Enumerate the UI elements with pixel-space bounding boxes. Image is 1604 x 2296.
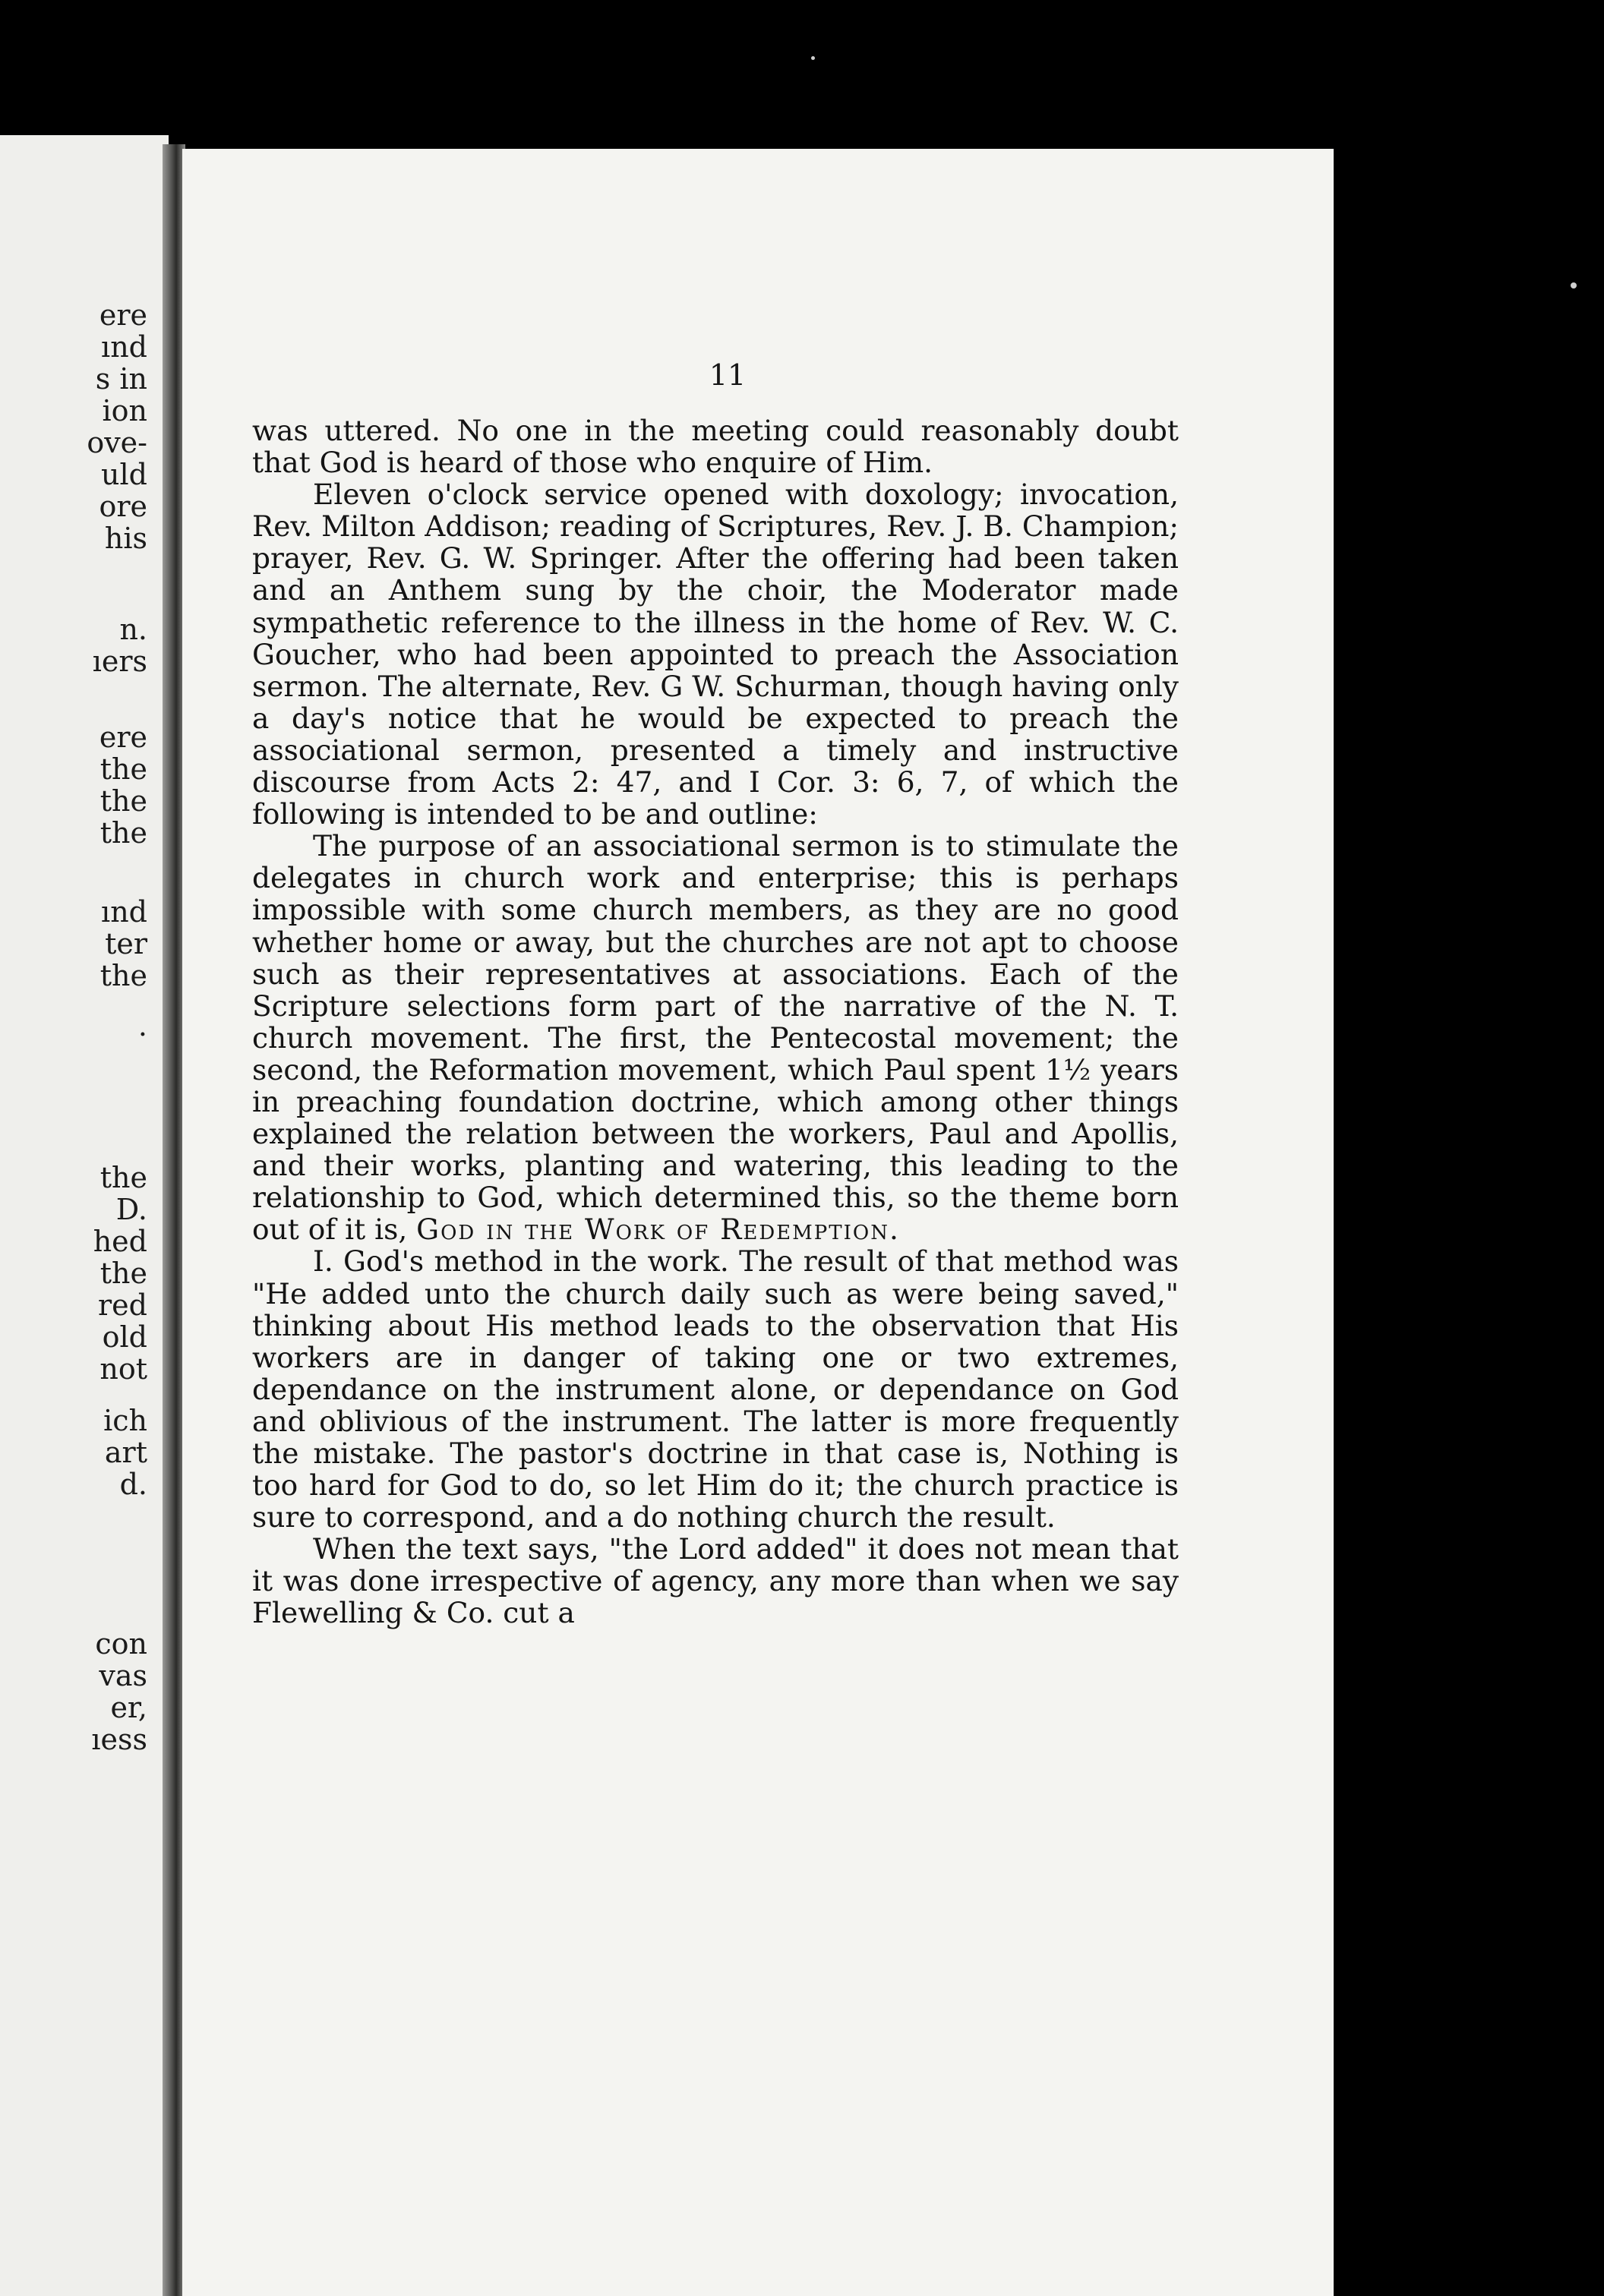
- left-page-fragment: s in: [95, 362, 147, 396]
- paragraph-2: Eleven o'clock service opened with doxology; invocation, Rev. Milton Addison; reading of Scriptures, Rev. J. B. Champion; prayer, Rev. G. W. Springer. After the offering had been taken and an Anthem sung by the choir, the Moderator made sympathetic reference to the illness in the home of Rev. W. C. Goucher, who had been appointed to preach the Association sermon. The alternate, Rev. G W. Schurman, though having only a day's notice that he would be expected to preach the associational sermon, presented a timely and instructive discourse from Acts 2: 47, and I Cor. 3: 6, 7, of which the following is intended to be and outline:: [252, 478, 1179, 831]
- left-page-fragment: the: [99, 1257, 147, 1290]
- left-page-fragment: ich: [103, 1404, 147, 1437]
- paragraph-3: [252, 830, 1179, 1245]
- left-page-fragment: ere: [99, 298, 147, 332]
- left-page-fragment: con: [95, 1627, 147, 1660]
- left-page-fragment: art: [104, 1436, 147, 1469]
- left-page-fragment: not: [99, 1352, 147, 1386]
- scan-speck: [811, 56, 815, 60]
- left-page-fragment: ınd: [101, 330, 147, 364]
- main-page: [182, 149, 1334, 2296]
- left-page-fragment: the: [99, 784, 147, 818]
- left-page-fragment: d.: [119, 1468, 147, 1501]
- paragraph-5: When the text says, "the Lord added" it does not mean that it was done irrespective of agency, any more than when we say Flewelling & Co. cut a: [252, 1532, 1179, 1630]
- scan-speck: [1571, 282, 1577, 289]
- left-page-fragment: old: [102, 1320, 147, 1354]
- left-page-fragment: ere: [99, 721, 147, 754]
- left-facing-page: [0, 135, 169, 2296]
- left-page-fragment: uld: [101, 458, 147, 491]
- left-page-fragment: red: [98, 1288, 147, 1322]
- left-page-fragment: vas: [99, 1659, 147, 1692]
- left-page-fragment: ter: [105, 927, 147, 960]
- sermon-theme: God in the Work of Redemption.: [416, 1213, 900, 1247]
- left-page-fragment: the: [99, 816, 147, 850]
- paragraph-3-text: The purpose of an associational sermon is to stimulate the delegates in church work and enterprise; this is perhaps impossible with some church members, as they are no good whether home or away, but the churches are not apt to choose such as their representatives at associations. Each of the Scripture selections form part of the narrative of the N. T. church movement. The first, the Pentecostal movement; the second, the Reformation movement, which Paul spent 1½ years in preaching foundation doctrine, which among other things explained the relation between the workers, Paul and Apollis, and their works, planting and watering, this leading to the relationship to God, which determined this, so the theme born out of it is,: [252, 829, 1179, 1247]
- left-page-fragment: ıess: [91, 1723, 147, 1756]
- page-number: 11: [709, 358, 747, 392]
- left-page-fragment: ove-: [87, 426, 147, 459]
- left-page-fragment: ınd: [101, 895, 147, 929]
- left-page-fragment: hed: [93, 1225, 147, 1258]
- left-page-fragment: n.: [119, 613, 147, 646]
- left-page-fragment: ion: [102, 394, 147, 427]
- paragraph-1: was uttered. No one in the meeting could reasonably doubt that God is heard of those who enquire of Him.: [252, 414, 1179, 480]
- paragraph-4: I. God's method in the work. The result of that method was "He added unto the church daily such as were being saved," thinking about His method leads to the observation that His workers are in danger of taking one or two extremes, dependance on the instrument alone, or dependance on God and oblivious of the instrument. The latter is more frequently the mistake. The pastor's doctrine in that case is, Nothing is too hard for God to do, so let Him do it; the church practice is sure to correspond, and a do nothing church the result.: [252, 1244, 1179, 1534]
- body-text: [252, 415, 1179, 1629]
- left-page-fragment: ore: [99, 490, 147, 523]
- left-page-fragment: ıers: [92, 645, 147, 678]
- left-page-fragment: the: [99, 752, 147, 786]
- left-page-fragment: D.: [115, 1193, 147, 1226]
- left-page-fragment: er,: [110, 1691, 147, 1724]
- left-page-fragment: .: [137, 1009, 147, 1042]
- left-page-fragment: the: [99, 1161, 147, 1194]
- left-page-fragment: his: [104, 522, 147, 555]
- left-page-fragment: the: [99, 959, 147, 992]
